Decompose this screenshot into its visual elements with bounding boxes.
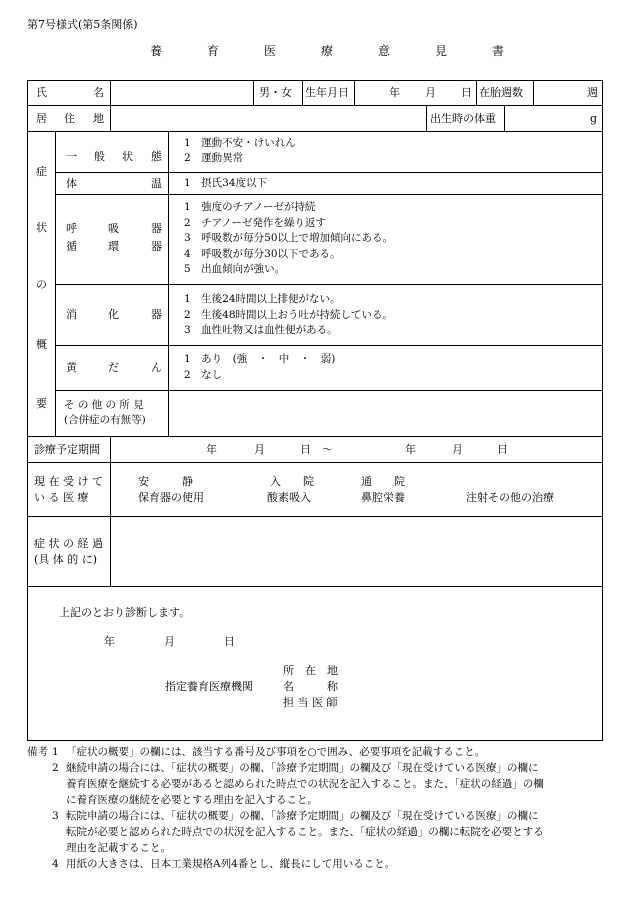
general-option-2[interactable]: 2 運動異常 xyxy=(184,152,244,164)
temperature-option-1[interactable]: 1 摂氏34度以下 xyxy=(184,177,268,189)
jaundice-option-1[interactable]: 1 あり (強 ・ 中 ・ 弱) xyxy=(184,353,336,365)
address-label-char2: 住 xyxy=(64,112,75,125)
course-label-2: (具 体 的 に) xyxy=(34,553,98,566)
birth-weight-label: 出生時の体重 xyxy=(430,112,496,125)
care-option-injection[interactable]: 注射その他の治療 xyxy=(466,491,554,504)
weeks-unit: 週 xyxy=(587,86,598,99)
general-option-1[interactable]: 1 運動不安・けいれん xyxy=(184,137,296,149)
name-label-char1: 氏 xyxy=(36,86,47,99)
doctor-label: 担 当 医 師 xyxy=(283,696,338,709)
form-number: 第7号様式(第5条関係) xyxy=(27,18,138,31)
planned-period-label: 診療予定期間 xyxy=(34,443,100,456)
current-care-label-2: い る 医 療 xyxy=(34,491,89,504)
temperature-label-char2: 温 xyxy=(151,177,162,190)
other-findings-field[interactable] xyxy=(170,392,600,434)
digestive-option-1[interactable]: 1 生後24時間以上排便がない。 xyxy=(184,293,341,305)
diagnosis-statement: 上記のとおり診断します。 xyxy=(59,606,191,619)
dob-day: 日 xyxy=(461,86,472,99)
care-option-nasal-feeding[interactable]: 鼻腔栄養 xyxy=(361,491,405,504)
address-field[interactable] xyxy=(112,107,424,129)
other-findings-label: そ の 他 の 所 見 xyxy=(64,399,144,411)
complications-label: (合併症の有無等) xyxy=(64,414,146,426)
digestive-option-2[interactable]: 2 生後48時間以上おう吐が持続している。 xyxy=(184,308,394,321)
digestive-option-3[interactable]: 3 血性吐物又は血性便がある。 xyxy=(184,324,338,336)
respiratory-option-5[interactable]: 5 出血傾向が強い。 xyxy=(184,263,286,275)
respiratory-option-1[interactable]: 1 強度のチアノーゼが持続 xyxy=(184,201,316,213)
care-option-outpatient[interactable]: 通 院 xyxy=(361,475,405,488)
current-care-label-1: 現 在 受 け て xyxy=(34,475,103,488)
notes-prefix: 備考 xyxy=(27,746,48,758)
grams-unit: g xyxy=(590,112,598,125)
address-label-char1: 居 xyxy=(36,112,47,125)
sex-selection[interactable]: 男・女 xyxy=(259,86,292,99)
care-option-inpatient[interactable]: 入 院 xyxy=(270,475,314,488)
respiratory-option-4[interactable]: 4 呼吸数が毎分30以下である。 xyxy=(184,247,341,260)
care-option-oxygen[interactable]: 酸素吸入 xyxy=(267,491,311,504)
dob-month: 月 xyxy=(425,86,436,99)
care-option-incubator[interactable]: 保育器の使用 xyxy=(138,491,204,504)
course-field[interactable] xyxy=(112,518,600,584)
care-option-rest[interactable]: 安 静 xyxy=(138,475,193,488)
gestation-label: 在胎週数 xyxy=(479,86,523,99)
institution-name-label: 名 称 xyxy=(283,680,338,693)
address-label-char3: 地 xyxy=(93,112,104,125)
dob-label: 生年月日 xyxy=(305,86,349,99)
name-field[interactable] xyxy=(112,82,252,103)
name-label-char2: 名 xyxy=(93,86,104,99)
dob-year: 年 xyxy=(389,86,400,99)
temperature-label-char1: 体 xyxy=(66,177,77,190)
jaundice-option-2[interactable]: 2 なし xyxy=(184,369,223,381)
course-label-1: 症 状 の 経 過 xyxy=(34,537,103,550)
birth-weight-field[interactable] xyxy=(506,107,600,129)
dob-field[interactable] xyxy=(356,82,474,103)
location-label: 所 在 地 xyxy=(283,664,338,677)
institution-label: 指定養育医療機関 xyxy=(165,680,253,693)
respiratory-option-2[interactable]: 2 チアノーゼ発作を繰り返す xyxy=(184,216,326,229)
respiratory-option-3[interactable]: 3 呼吸数が毎分50以上で増加傾向にある。 xyxy=(184,232,394,244)
